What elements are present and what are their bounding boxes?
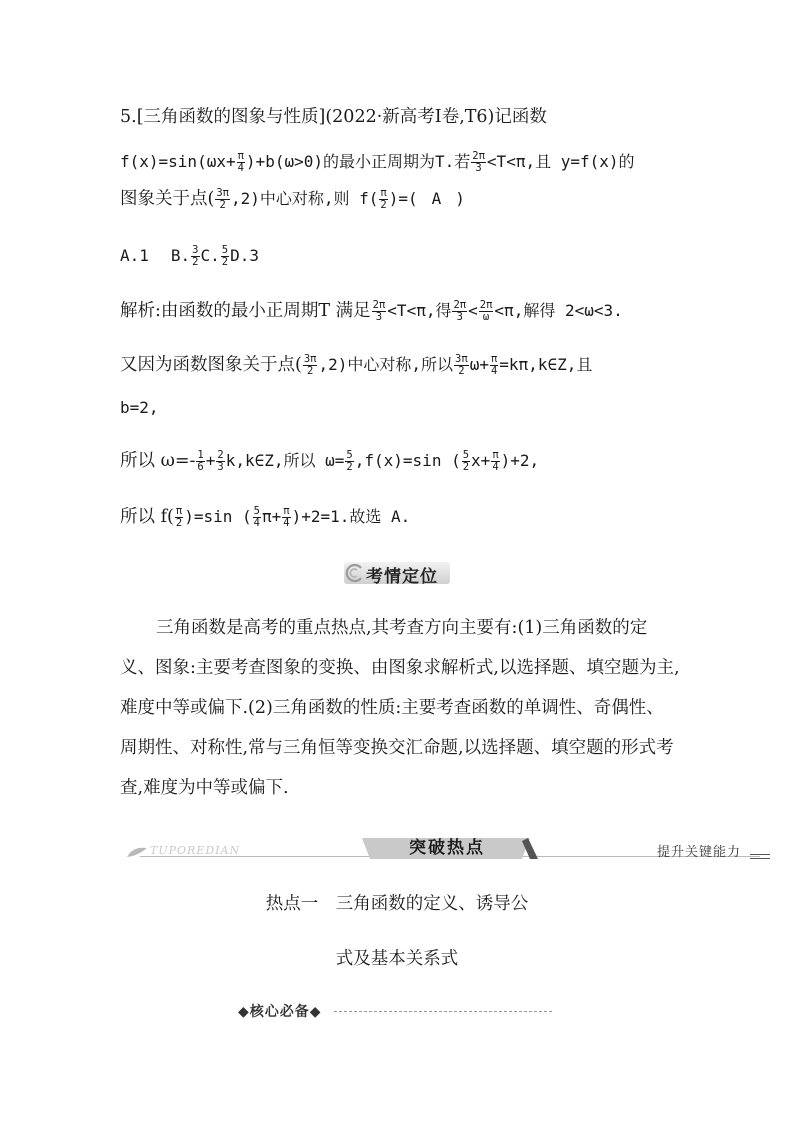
swirl-icon bbox=[344, 563, 366, 583]
fraction bbox=[345, 450, 353, 473]
fraction-numerator: π bbox=[283, 505, 290, 517]
fraction-numerator: 2π bbox=[472, 150, 485, 162]
solution-text: <T<π,得 bbox=[387, 301, 452, 320]
fraction bbox=[452, 300, 467, 323]
fraction-numerator: 3 bbox=[192, 244, 199, 256]
fraction bbox=[191, 245, 199, 268]
problem-line-2 bbox=[120, 150, 635, 174]
solution-text: )=sin ( bbox=[184, 507, 252, 526]
fraction bbox=[237, 151, 245, 174]
fraction-denominator: 2 bbox=[380, 199, 387, 211]
formula-text: 图象关于点( bbox=[120, 189, 215, 209]
fraction-numerator: 2π bbox=[479, 299, 493, 311]
fraction bbox=[372, 300, 387, 323]
tupo-right-bar bbox=[750, 854, 770, 859]
solution-text: ,2)中心对称,所以 bbox=[318, 355, 454, 374]
core-label: ◆核心必备◆ bbox=[238, 1004, 322, 1020]
dashed-rule bbox=[334, 1011, 552, 1012]
fraction bbox=[379, 188, 387, 211]
fraction bbox=[196, 450, 204, 473]
solution-text: )+2=1.故选 A. bbox=[291, 507, 411, 526]
fraction-numerator: π bbox=[490, 353, 498, 365]
fraction-denominator: 2 bbox=[458, 365, 465, 377]
solution-text: < bbox=[468, 301, 478, 320]
fraction bbox=[454, 354, 469, 377]
solution-line-5 bbox=[120, 505, 410, 529]
solution-line-2 bbox=[120, 353, 592, 377]
hotspot-title-line-1: 热点一 三角函数的定义、诱导公 bbox=[265, 894, 529, 914]
solution-text: 所以 f( bbox=[120, 507, 174, 527]
fraction-denominator: 2 bbox=[462, 461, 470, 473]
tupo-title: 突破热点 bbox=[409, 838, 485, 858]
fraction-denominator: 2 bbox=[221, 256, 229, 268]
solution-text: π+ bbox=[261, 507, 282, 526]
tupo-english-label: TUPOREDIAN bbox=[150, 844, 241, 857]
fraction bbox=[462, 450, 470, 473]
kaoqing-banner-title: 考情定位 bbox=[366, 567, 438, 587]
fraction-numerator: π bbox=[380, 187, 387, 199]
fraction bbox=[490, 354, 498, 377]
solution-text: )+2, bbox=[500, 451, 540, 470]
formula-text: )=( bbox=[388, 189, 418, 208]
fraction-denominator: 2 bbox=[346, 461, 353, 473]
fraction bbox=[479, 300, 494, 323]
leaf-icon bbox=[126, 846, 148, 858]
formula-text: f(x)=sin(ωx+ bbox=[120, 152, 236, 171]
tupo-right-label: 提升关键能力 bbox=[657, 845, 742, 860]
fraction-numerator: 5 bbox=[221, 244, 229, 256]
solution-text: 解析:由函数的最小正周期T 满足 bbox=[120, 301, 371, 321]
solution-text: k,k∈Z,所以 ω= bbox=[225, 451, 345, 470]
solution-line-4 bbox=[120, 449, 539, 473]
fraction-numerator: 3π bbox=[455, 353, 468, 365]
fraction bbox=[221, 245, 229, 268]
fraction-numerator: 3π bbox=[216, 187, 229, 199]
kaoqing-banner bbox=[344, 560, 452, 586]
fraction-numerator: 2 bbox=[217, 449, 224, 461]
kaoqing-paragraph bbox=[120, 608, 680, 808]
tupo-banner bbox=[120, 838, 770, 864]
fraction-denominator: 4 bbox=[283, 517, 290, 529]
fraction-numerator: 2π bbox=[372, 299, 386, 311]
fraction bbox=[491, 450, 499, 473]
problem-line-1 bbox=[120, 105, 547, 129]
solution-text: 所以 ω=- bbox=[120, 451, 196, 471]
kaoqing-paragraph-text: 三角函数是高考的重点热点,其考查方向主要有:(1)三角函数的定义、图象:主要考查图象的变换、由图象求解析式,以选择题、填空题为主,难度中等或偏下.(2)三角函数的性质:主要考查函数的单调性、奇偶性、周期性、对称性,常与三角恒等变换交汇命题,以选择题、填空题的形式考查,难度为中等或偏下. bbox=[120, 618, 680, 798]
fraction-denominator: 2 bbox=[192, 256, 199, 268]
fraction bbox=[253, 506, 261, 529]
fraction-numerator: 5 bbox=[462, 449, 470, 461]
answer-choice: A bbox=[431, 189, 442, 208]
solution-text: x+ bbox=[471, 451, 491, 470]
problem-stem-text: 5.[三角函数的图象与性质](2022·新高考Ⅰ卷,T6)记函数 bbox=[120, 107, 547, 127]
tupo-center-tab bbox=[362, 838, 538, 860]
fraction-numerator: 1 bbox=[197, 449, 204, 461]
option-a: A.1 bbox=[120, 246, 149, 265]
solution-line-3 bbox=[120, 396, 159, 420]
fraction-denominator: 4 bbox=[237, 162, 244, 174]
formula-text: ) bbox=[455, 189, 465, 208]
fraction bbox=[216, 450, 224, 473]
hotspot-title-line-2: 式及基本关系式 bbox=[335, 949, 459, 969]
fraction bbox=[303, 354, 318, 377]
problem-line-3 bbox=[120, 187, 465, 211]
solution-text: ω+ bbox=[469, 355, 489, 374]
fraction-numerator: π bbox=[492, 449, 499, 461]
option-b: B. bbox=[170, 246, 191, 265]
fraction-denominator: 3 bbox=[456, 311, 463, 323]
fraction-denominator: 2 bbox=[219, 199, 226, 211]
fraction-denominator: ω bbox=[482, 311, 490, 323]
core-section-header bbox=[238, 1001, 558, 1023]
fraction-numerator: 2π bbox=[453, 299, 467, 311]
solution-line-1 bbox=[120, 299, 623, 323]
fraction-denominator: 2 bbox=[306, 365, 314, 377]
fraction-denominator: 3 bbox=[217, 461, 224, 473]
fraction bbox=[282, 506, 290, 529]
option-d: D.3 bbox=[230, 246, 259, 265]
formula-text: ,2)中心对称,则 f( bbox=[230, 189, 379, 208]
solution-text: =kπ,k∈Z,且 bbox=[499, 355, 593, 374]
formula-text: )+b(ω>0)的最小正周期为T.若 bbox=[245, 152, 471, 171]
solution-text: b=2, bbox=[120, 398, 159, 417]
fraction bbox=[215, 188, 230, 211]
fraction-denominator: 2 bbox=[175, 517, 183, 529]
fraction bbox=[471, 151, 486, 174]
fraction-denominator: 6 bbox=[197, 461, 204, 473]
fraction-denominator: 4 bbox=[492, 461, 499, 473]
problem-options bbox=[120, 244, 259, 268]
option-c: C. bbox=[200, 246, 220, 265]
fraction-numerator: π bbox=[237, 150, 244, 162]
fraction-numerator: 5 bbox=[253, 505, 260, 517]
solution-text: <π,解得 2<ω<3. bbox=[494, 301, 623, 320]
solution-text: 又因为函数图象关于点( bbox=[120, 355, 302, 375]
fraction-numerator: 5 bbox=[346, 449, 353, 461]
fraction-denominator: 3 bbox=[375, 311, 383, 323]
fraction-denominator: 4 bbox=[490, 365, 498, 377]
fraction-denominator: 3 bbox=[475, 162, 482, 174]
fraction-numerator: 3π bbox=[303, 353, 317, 365]
solution-text: + bbox=[205, 451, 216, 470]
fraction-denominator: 4 bbox=[253, 517, 260, 529]
formula-text: <T<π,且 y=f(x)的 bbox=[486, 152, 635, 171]
solution-text: ,f(x)=sin ( bbox=[354, 451, 461, 470]
fraction bbox=[175, 506, 183, 529]
fraction-numerator: π bbox=[175, 505, 183, 517]
